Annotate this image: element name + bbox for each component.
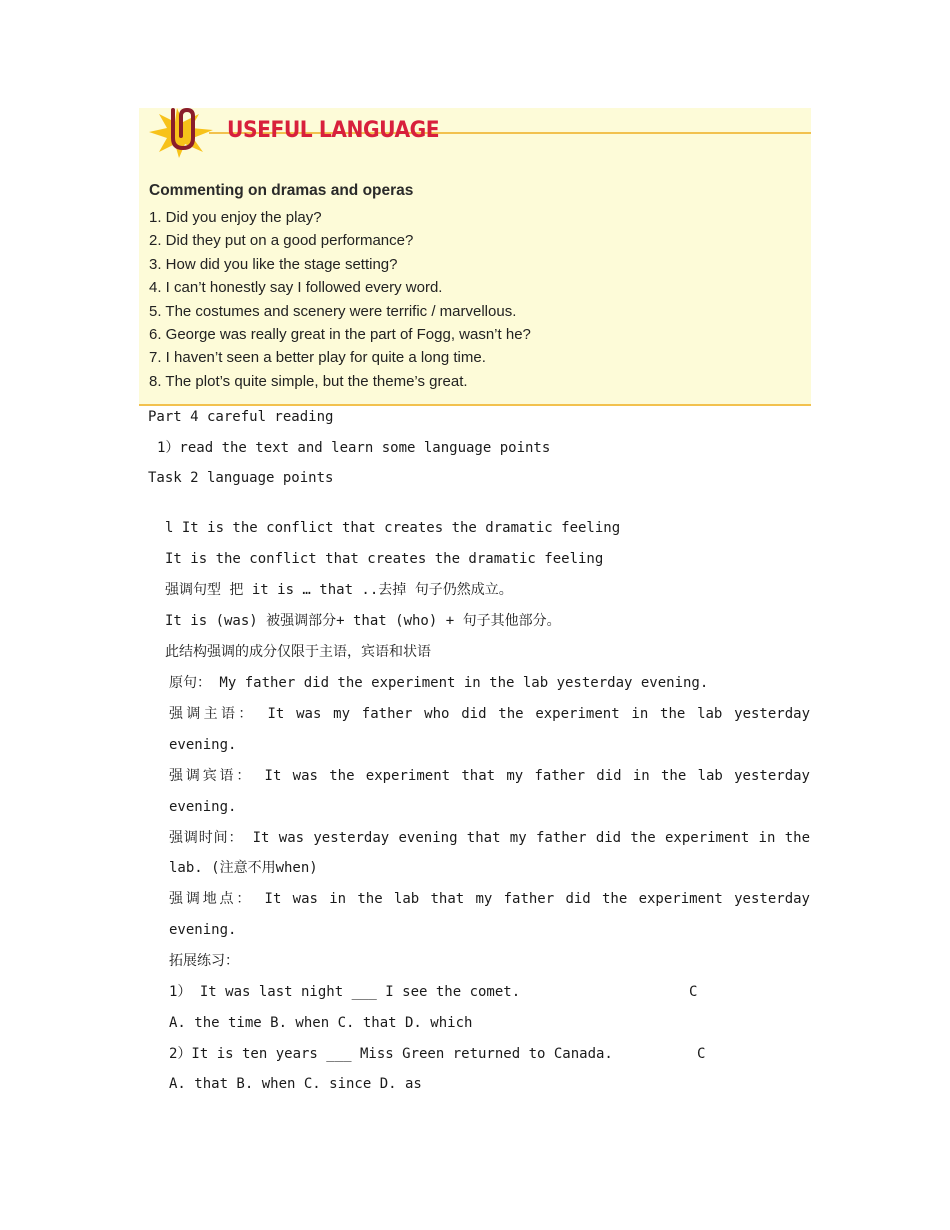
question-1-options: A. the time B. when C. that D. which [169,1015,473,1031]
question-2-answer: C [697,1046,706,1062]
phrase-item: 8. The plot’s quite simple, but the theme’s great. [149,372,468,390]
panel-heading: Commenting on dramas and operas [149,182,414,199]
task-heading: Task 2 language points [148,470,334,486]
emphasis-place-cont: evening. [169,922,237,938]
emphasis-object-cont: evening. [169,799,237,815]
question-1-answer: C [689,984,698,1000]
emphasis-subject-cont: evening. [169,737,237,753]
scope-note: 此结构强调的成分仅限于主语，宾语和状语 [165,644,431,660]
phrase-item: 7. I haven’t seen a better play for quite a long time. [149,349,486,367]
example-line-1: l It is the conflict that creates the dramatic feeling [165,520,621,536]
phrase-item: 5. The costumes and scenery were terrific / marvellous. [149,302,517,320]
useful-language-panel [139,108,811,406]
step-read-text: 1）read the text and learn some language points [157,440,551,456]
question-1: 1） It was last night ___ I see the comet. [169,984,521,1000]
phrase-item: 1. Did you enjoy the play? [149,209,322,226]
emphasis-time: 强调时间： It was yesterday evening that my father did the experiment in the [169,830,810,846]
emphasis-place: 强调地点： It was in the lab that my father did the experiment yesterday [169,891,810,907]
phrase-item: 3. How did you like the stage setting? [149,255,398,273]
phrase-item: 4. I can’t honestly say I followed every word. [149,279,443,297]
rule-line: 强调句型 把 it is … that ..去掉 句子仍然成立。 [165,582,513,598]
emphasis-subject: 强调主语： It was my father who did the experiment in the lab yesterday [169,706,810,722]
original-sentence: 原句： My father did the experiment in the lab yesterday evening. [169,675,709,691]
question-2: 2）It is ten years ___ Miss Green returned to Canada. [169,1046,613,1062]
exercise-heading: 拓展练习： [169,953,239,969]
question-2-options: A. that B. when C. since D. as [169,1076,422,1092]
phrase-item: 2. Did they put on a good performance? [149,232,414,250]
structure-line: It is (was) 被强调部分+ that (who) + 句子其他部分。 [165,613,561,629]
phrase-list [149,206,531,393]
example-line-2: It is the conflict that creates the dramatic feeling [165,551,604,567]
paperclip-star-icon [147,108,217,158]
emphasis-object: 强调宾语： It was the experiment that my father did in the lab yesterday [169,768,810,784]
emphasis-time-cont: lab. (注意不用when) [169,860,318,876]
section-heading-part4: Part 4 careful reading [148,409,334,425]
phrase-item: 6. George was really great in the part of Fogg, wasn’t he? [149,325,531,343]
panel-title: USEFUL LANGUAGE [227,118,440,143]
